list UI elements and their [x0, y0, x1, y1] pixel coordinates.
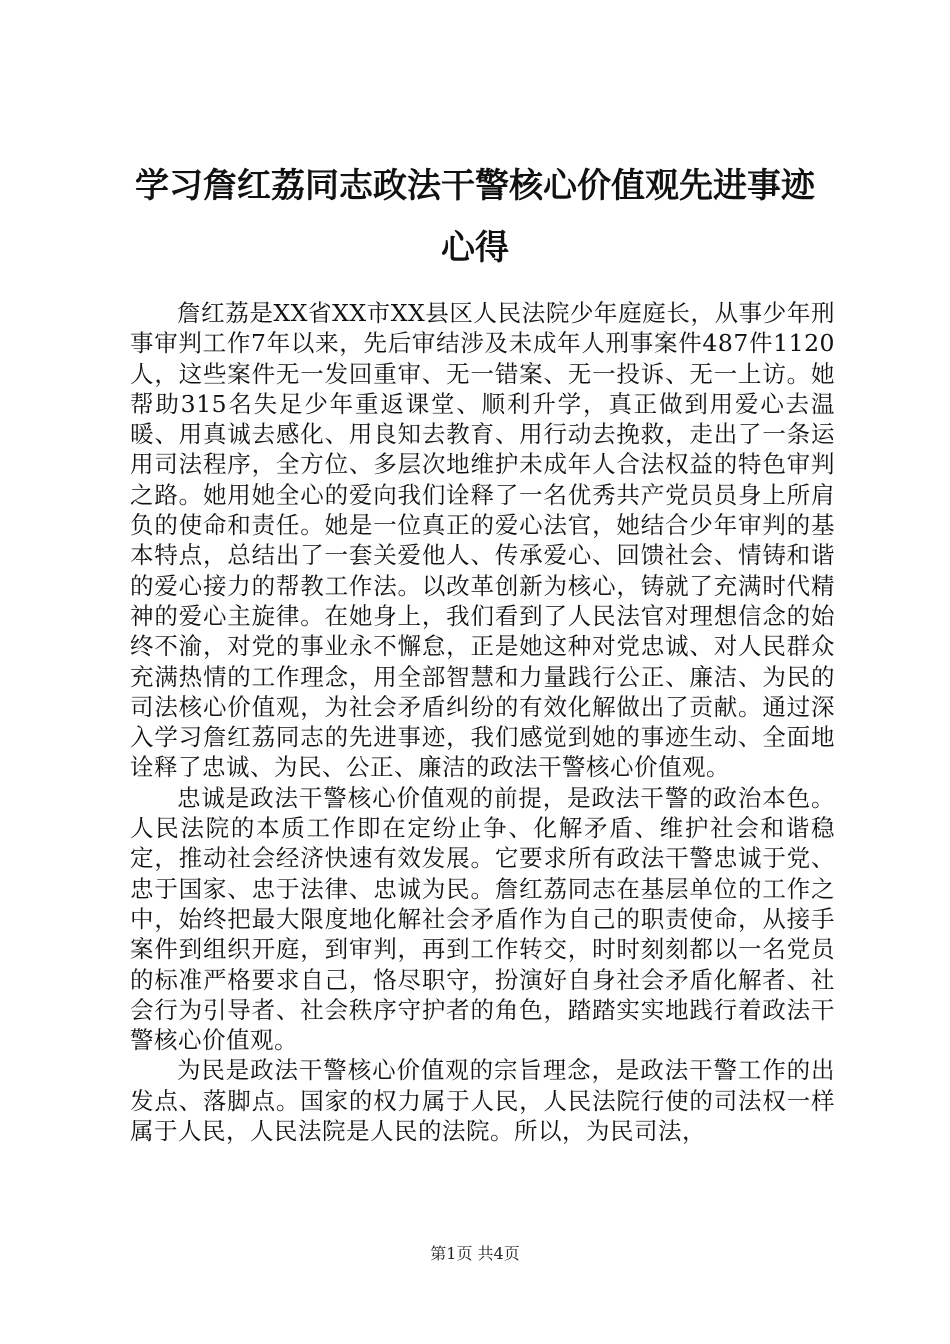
paragraph-3: 为民是政法干警核心价值观的宗旨理念，是政法干警工作的出发点、落脚点。国家的权力属于人民，人民法院行使的司法权一样属于人民，人民法院是人民的法院。所以，为民司法， — [130, 1056, 835, 1146]
paragraph-1: 詹红荔是XX省XX市XX县区人民法院少年庭庭长，从事少年刑事审判工作7年以来，先后审结涉及未成年人刑事案件487件1120人，这些案件无一发回重审、无一错案、无一投诉、无一上访。她帮助315名失足少年重返课堂、顺利升学，真正做到用爱心去温暖、用真诚去感化、用良知去教育、用行动去挽救，走出了一条运用司法程序，全方位、多层次地维护未成年人合法权益的特色审判之路。她用她全心的爱向我们诠释了一名优秀共产党员员身上所肩负的使命和责任。她是一位真正的爱心法官，她结合少年审判的基本特点，总结出了一套关爱他人、传承爱心、回馈社会、情铸和谐的爱心接力的帮教工作法。以改革创新为核心，铸就了充满时代精神的爱心主旋律。在她身上，我们看到了人民法官对理想信念的始终不渝，对党的事业永不懈怠，正是她这种对党忠诚、对人民群众充满热情的工作理念，用全部智慧和力量践行公正、廉洁、为民的司法核心价值观，为社会矛盾纠纷的有效化解做出了贡献。通过深入学习詹红荔同志的先进事迹，我们感觉到她的事迹生动、全面地诠释了忠诚、为民、公正、廉洁的政法干警核心价值观。 — [130, 299, 835, 782]
paragraph-2: 忠诚是政法干警核心价值观的前提，是政法干警的政治本色。人民法院的本质工作即在定纷止争、化解矛盾、维护社会和谐稳定，推动社会经济快速有效发展。它要求所有政法干警忠诚于党、忠于国家、忠于法律、忠诚为民。詹红荔同志在基层单位的工作之中，始终把最大限度地化解社会矛盾作为自己的职责使命，从接手案件到组织开庭，到审判，再到工作转交，时时刻刻都以一名党员的标准严格要求自己，恪尽职守，扮演好自身社会矛盾化解者、社会行为引导者、社会秩序守护者的角色，踏踏实实地践行着政法干警核心价值观。 — [130, 783, 835, 1055]
document-title-line-2: 心得 — [441, 228, 509, 268]
document-body — [130, 298, 835, 1146]
page-number-footer: 第1页 共4页 — [430, 1244, 520, 1263]
document-title-line-1: 学习詹红荔同志政法干警核心价值观先进事迹 — [135, 166, 815, 206]
